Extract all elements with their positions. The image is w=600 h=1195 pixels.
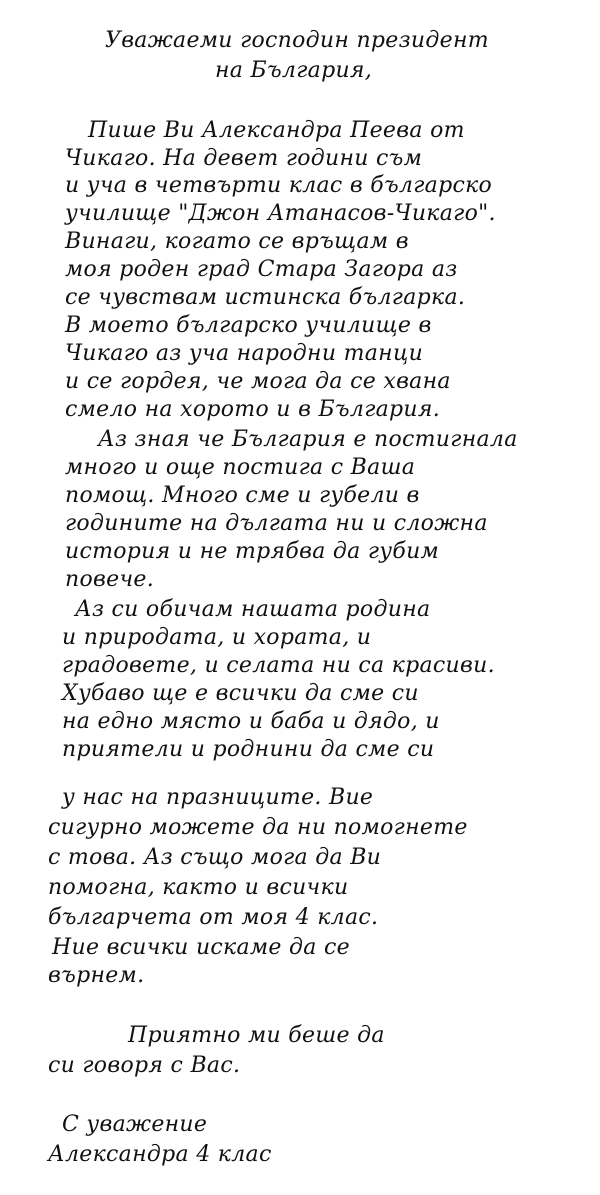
handwritten-letter: Уважаеми господин президент на България, Пише Ви Александра Пеева от Чикаго. На девет години съм и уча в четвърти клас в българско училище "Джон Атанасов-Чикаго". Винаги, когато се връщам в моя роден град Стара Загора аз се чувствам истинска българка. В моето българско училище в Чикаго аз уча народни танци и се гордея, че мога да се хвана смело на хорото и в България. Аз зная че България е постигнала много и още постига с Ваша помощ. Много сме и губели в годините на дългата ни и сложна история и не трябва да губим повече. Аз си обичам нашата родина и природата, и хората, и градовете, и селата ни са красиви. Хубаво ще е всички да сме си на едно място и баба и дядо, и приятели и роднини да сме си у нас на празниците. Вие сигурно можете да ни помогнете с това. Аз също мога да Ви помогна, както и всички българчета от моя 4 клас. Ние всички искаме да се върнем. Приятно ми беше да си говоря с Вас. С уважение Александра 4 клас (0, 0, 600, 1195)
